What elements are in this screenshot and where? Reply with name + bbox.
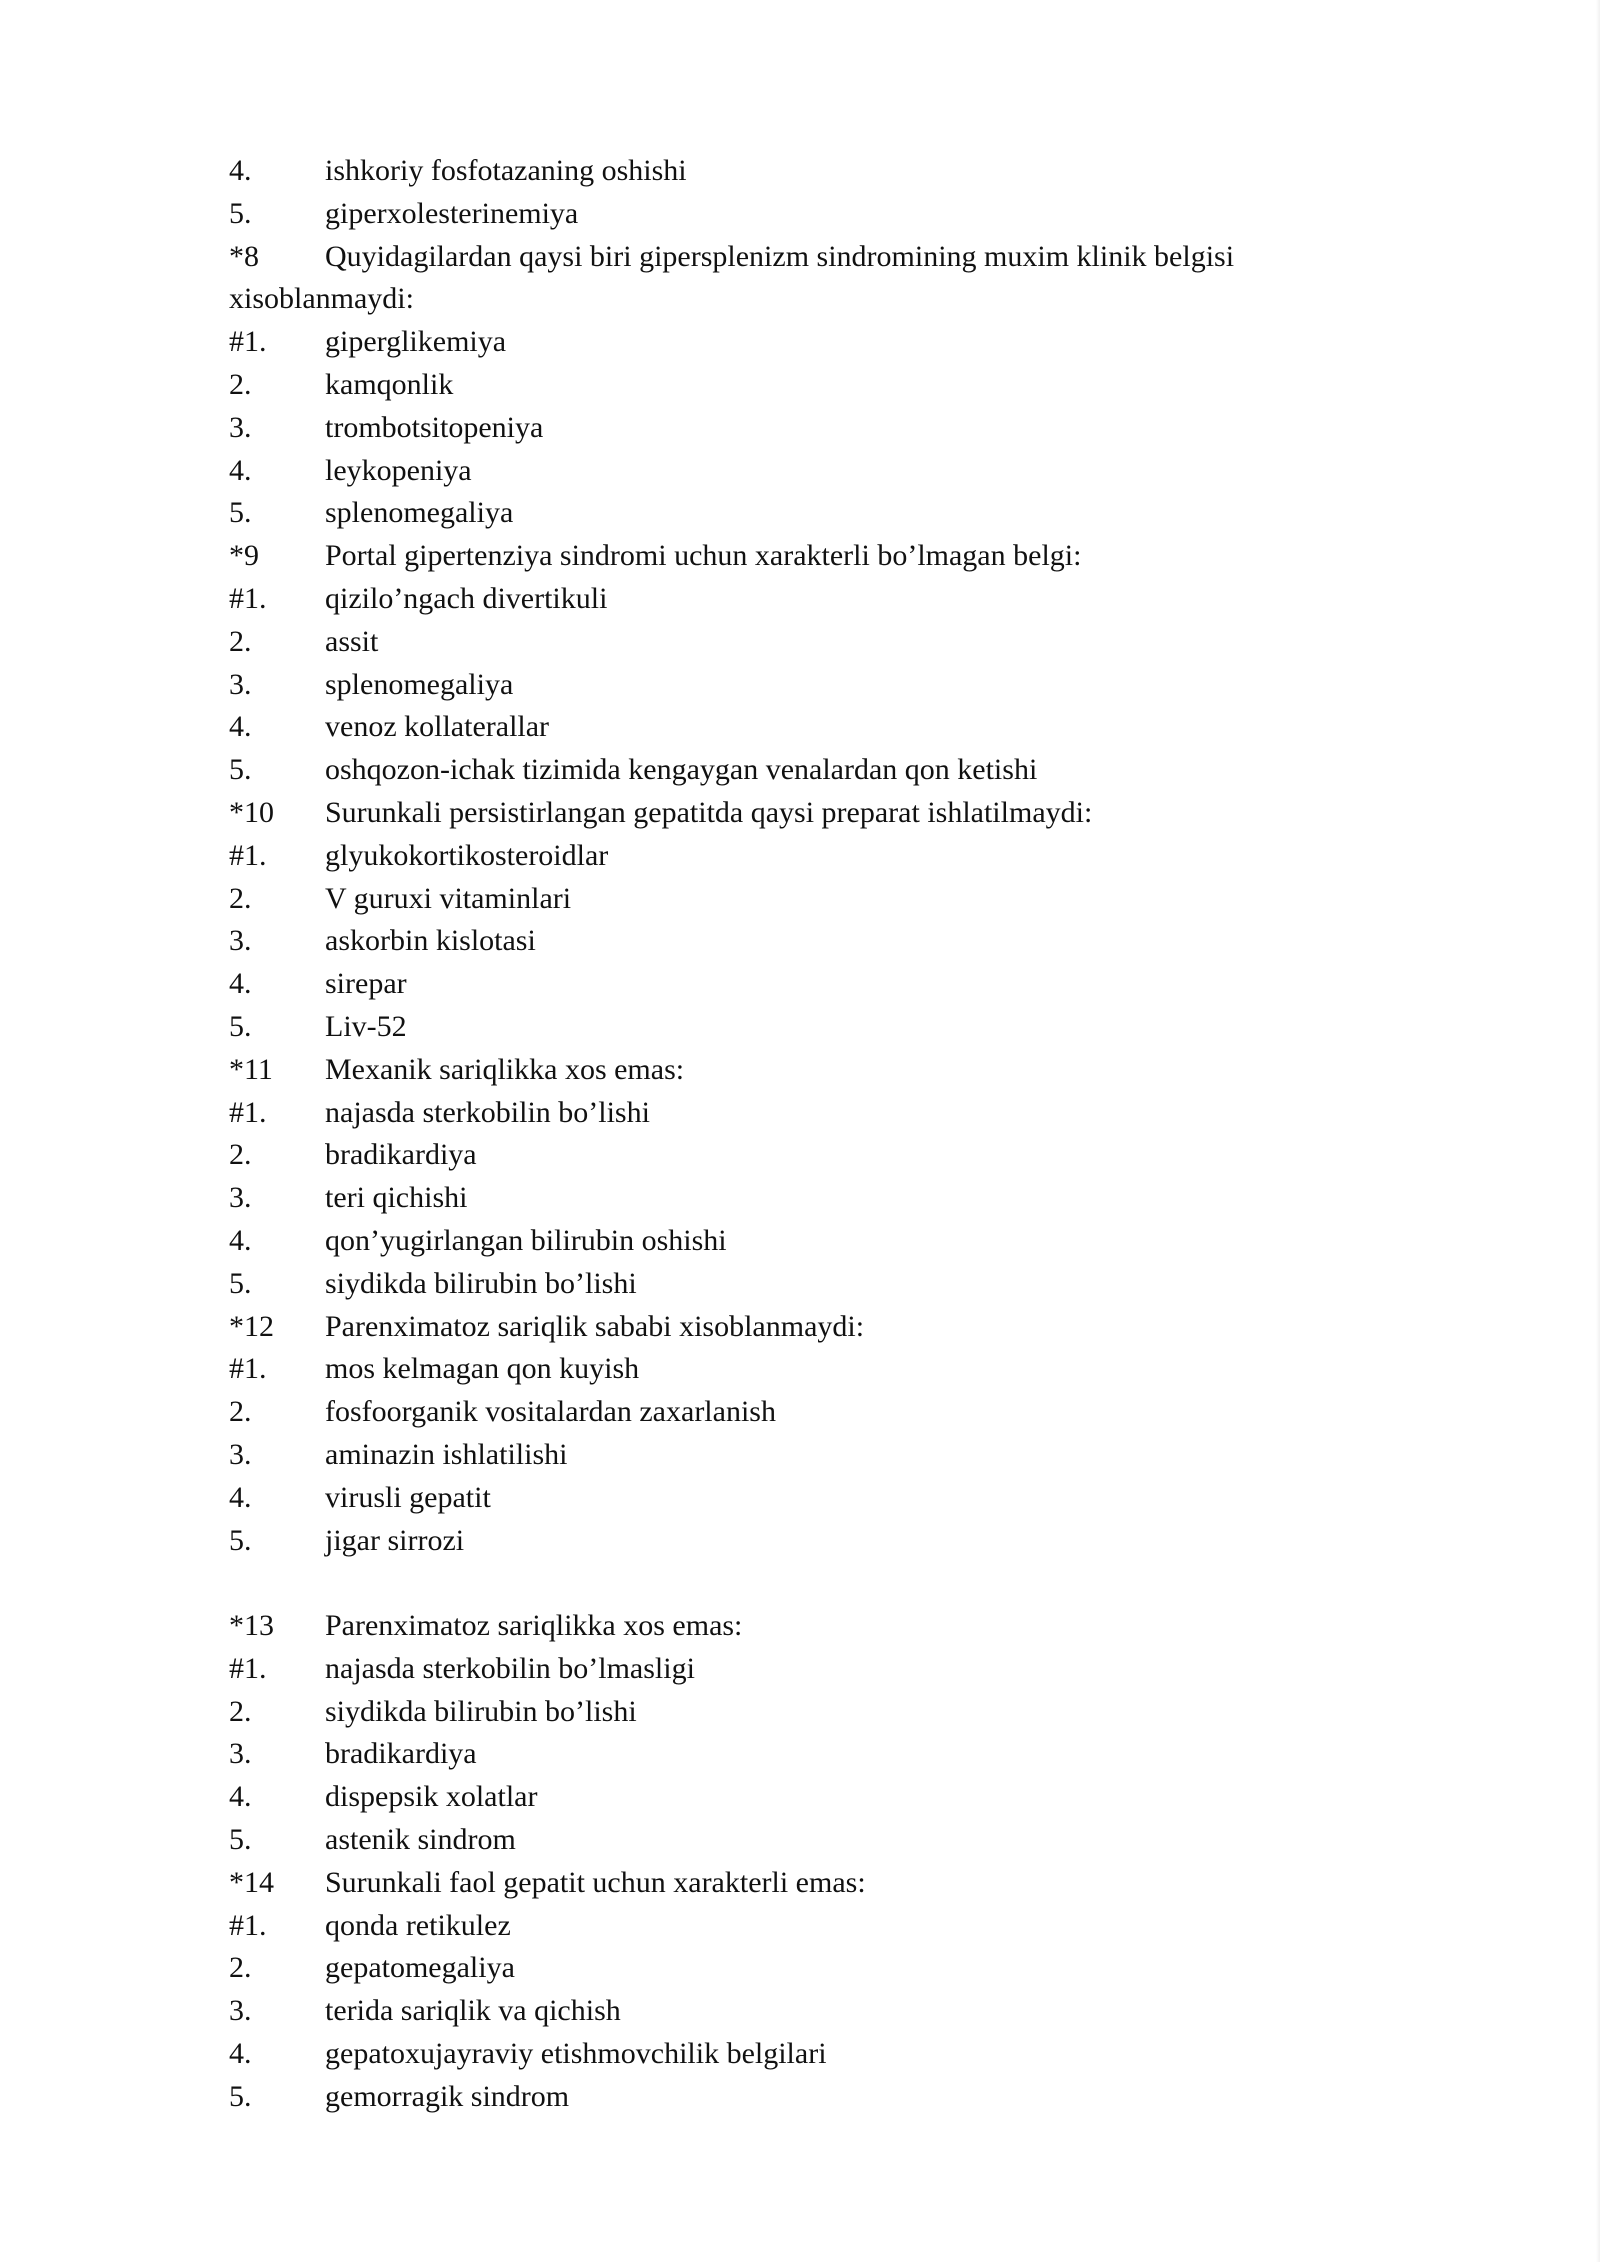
answer-option-line	[229, 749, 1379, 792]
option-text: venoz kollaterallar	[325, 710, 550, 744]
option-text: V guruxi vitaminlari	[325, 881, 572, 915]
answer-option-line	[229, 706, 1379, 749]
answer-option-line	[229, 835, 1379, 878]
answer-option-line	[229, 364, 1379, 407]
question-line	[229, 792, 1379, 835]
question-line	[229, 535, 1379, 578]
option-number: 5.	[229, 1009, 252, 1043]
option-text: qonda retikulez	[325, 1908, 511, 1942]
option-text: terida sariqlik va qichish	[325, 1994, 621, 2028]
option-number: #1.	[229, 1651, 267, 1685]
question-line	[229, 236, 1379, 279]
answer-option-line	[229, 1648, 1379, 1691]
answer-option-line	[229, 492, 1379, 535]
option-text: qizilo’ngach divertikuli	[325, 581, 608, 615]
option-number: 5.	[229, 753, 252, 787]
option-text: astenik sindrom	[325, 1823, 516, 1857]
option-number: #1.	[229, 838, 267, 872]
question-number: *13	[229, 1609, 274, 1643]
option-number: 4.	[229, 453, 252, 487]
answer-option-line	[229, 878, 1379, 921]
option-number: #1.	[229, 581, 267, 615]
option-text: askorbin kislotasi	[325, 924, 536, 958]
answer-option-line	[229, 1520, 1379, 1563]
question-line	[229, 1049, 1379, 1092]
option-text: trombotsitopeniya	[325, 410, 544, 444]
answer-option-line	[229, 407, 1379, 450]
option-number: 3.	[229, 667, 252, 701]
option-text: siydikda bilirubin bo’lishi	[325, 1266, 637, 1300]
option-number: 3.	[229, 1181, 252, 1215]
question-text: Surunkali faol gepatit uchun xarakterli emas:	[325, 1865, 866, 1899]
answer-option-line	[229, 1134, 1379, 1177]
answer-option-line	[229, 2033, 1379, 2076]
option-number: 4.	[229, 1223, 252, 1257]
option-number: 4.	[229, 967, 252, 1001]
option-text: najasda sterkobilin bo’lishi	[325, 1095, 650, 1129]
answer-option-line	[229, 664, 1379, 707]
option-text: mos kelmagan qon kuyish	[325, 1352, 640, 1386]
answer-option-line	[229, 920, 1379, 963]
option-number: 3.	[229, 1737, 252, 1771]
question-number: *9	[229, 539, 259, 573]
option-number: 4.	[229, 1480, 252, 1514]
option-number: 5.	[229, 1266, 252, 1300]
option-text: bradikardiya	[325, 1138, 477, 1172]
answer-option-line	[229, 1819, 1379, 1862]
answer-option-line	[229, 1947, 1379, 1990]
answer-option-line	[229, 193, 1379, 236]
option-number: 3.	[229, 410, 252, 444]
option-number: 4.	[229, 2037, 252, 2071]
answer-option-line	[229, 1990, 1379, 2033]
option-number: 2.	[229, 367, 252, 401]
option-text: leykopeniya	[325, 453, 472, 487]
option-text: kamqonlik	[325, 367, 454, 401]
option-number: 4.	[229, 154, 252, 187]
answer-option-line	[229, 578, 1379, 621]
question-line	[229, 1306, 1379, 1349]
option-number: 3.	[229, 1437, 252, 1471]
option-number: 4.	[229, 1780, 252, 1814]
question-line	[229, 1605, 1379, 1648]
option-number: 2.	[229, 1951, 252, 1985]
option-text: gepatoxujayraviy etishmovchilik belgilari	[325, 2037, 827, 2071]
option-number: 3.	[229, 1994, 252, 2028]
answer-option-line	[229, 450, 1379, 493]
option-text: bradikardiya	[325, 1737, 477, 1771]
question-text: Quyidagilardan qaysi biri gipersplenizm sindromining muxim klinik belgisi	[325, 239, 1235, 273]
option-text: Liv-52	[325, 1009, 407, 1043]
answer-option-line	[229, 1391, 1379, 1434]
answer-option-line	[229, 1477, 1379, 1520]
answer-option-line	[229, 1434, 1379, 1477]
answer-option-line	[229, 1092, 1379, 1135]
answer-option-line	[229, 1348, 1379, 1391]
option-number: 2.	[229, 1138, 252, 1172]
answer-option-line	[229, 1177, 1379, 1220]
option-text: teri qichishi	[325, 1181, 468, 1215]
option-text: giperglikemiya	[325, 325, 507, 359]
option-text: gemorragik sindrom	[325, 2079, 570, 2113]
question-number: *14	[229, 1865, 274, 1899]
question-number: *8	[229, 239, 259, 273]
blank-line	[229, 1562, 1379, 1605]
question-text: Parenximatoz sariqlik sababi xisoblanmaydi:	[325, 1309, 865, 1343]
option-number: 5.	[229, 1523, 252, 1557]
answer-option-line	[229, 321, 1379, 364]
option-text: virusli gepatit	[325, 1480, 491, 1514]
option-text: gepatomegaliya	[325, 1951, 515, 1985]
option-number: 5.	[229, 196, 252, 230]
option-text: splenomegaliya	[325, 496, 514, 530]
option-text: jigar sirrozi	[325, 1523, 465, 1557]
question-text: Mexanik sariqlikka xos emas:	[325, 1052, 685, 1086]
answer-option-line	[229, 621, 1379, 664]
option-text: assit	[325, 624, 379, 658]
option-text: siydikda bilirubin bo’lishi	[325, 1694, 637, 1728]
question-line-continuation	[229, 278, 1379, 321]
question-text: Portal gipertenziya sindromi uchun xarakterli bo’lmagan belgi:	[325, 539, 1082, 573]
page-edge-shadow	[1596, 0, 1600, 2262]
question-text: Surunkali persistirlangan gepatitda qaysi preparat ishlatilmaydi:	[325, 795, 1093, 829]
option-number: #1.	[229, 1095, 267, 1129]
question-line	[229, 1862, 1379, 1905]
option-text: splenomegaliya	[325, 667, 514, 701]
answer-option-line	[229, 1776, 1379, 1819]
option-text: aminazin ishlatilishi	[325, 1437, 568, 1471]
answer-option-line	[229, 1220, 1379, 1263]
option-number: 2.	[229, 624, 252, 658]
answer-option-line	[229, 1733, 1379, 1776]
option-number: #1.	[229, 1352, 267, 1386]
option-number: 5.	[229, 1823, 252, 1857]
option-number: 3.	[229, 924, 252, 958]
answer-option-line	[229, 963, 1379, 1006]
option-text: qon’yugirlangan bilirubin oshishi	[325, 1223, 727, 1257]
option-text: fosfoorganik vositalardan zaxarlanish	[325, 1395, 776, 1429]
answer-option-line	[229, 150, 1379, 193]
option-number: 5.	[229, 496, 252, 530]
option-text: giperxolesterinemiya	[325, 196, 579, 230]
question-number: *10	[229, 795, 274, 829]
option-number: #1.	[229, 1908, 267, 1942]
question-number: *12	[229, 1309, 274, 1343]
option-number: 5.	[229, 2079, 252, 2113]
question-list	[229, 150, 1379, 2119]
answer-option-line	[229, 1905, 1379, 1948]
answer-option-line	[229, 1006, 1379, 1049]
option-text: dispepsik xolatlar	[325, 1780, 538, 1814]
option-text: glyukokortikosteroidlar	[325, 838, 609, 872]
option-text: ishkoriy fosfotazaning oshishi	[325, 154, 687, 187]
option-number: 2.	[229, 1694, 252, 1728]
option-number: 4.	[229, 710, 252, 744]
option-number: 2.	[229, 1395, 252, 1429]
option-number: #1.	[229, 325, 267, 359]
option-text: oshqozon-ichak tizimida kengaygan venalardan qon ketishi	[325, 753, 1038, 787]
option-text: najasda sterkobilin bo’lmasligi	[325, 1651, 695, 1685]
option-text: xisoblanmaydi:	[229, 282, 414, 316]
answer-option-line	[229, 2076, 1379, 2119]
option-number: 2.	[229, 881, 252, 915]
question-text: Parenximatoz sariqlikka xos emas:	[325, 1609, 743, 1643]
option-text: sirepar	[325, 967, 407, 1001]
answer-option-line	[229, 1263, 1379, 1306]
answer-option-line	[229, 1691, 1379, 1734]
question-number: *11	[229, 1052, 273, 1086]
